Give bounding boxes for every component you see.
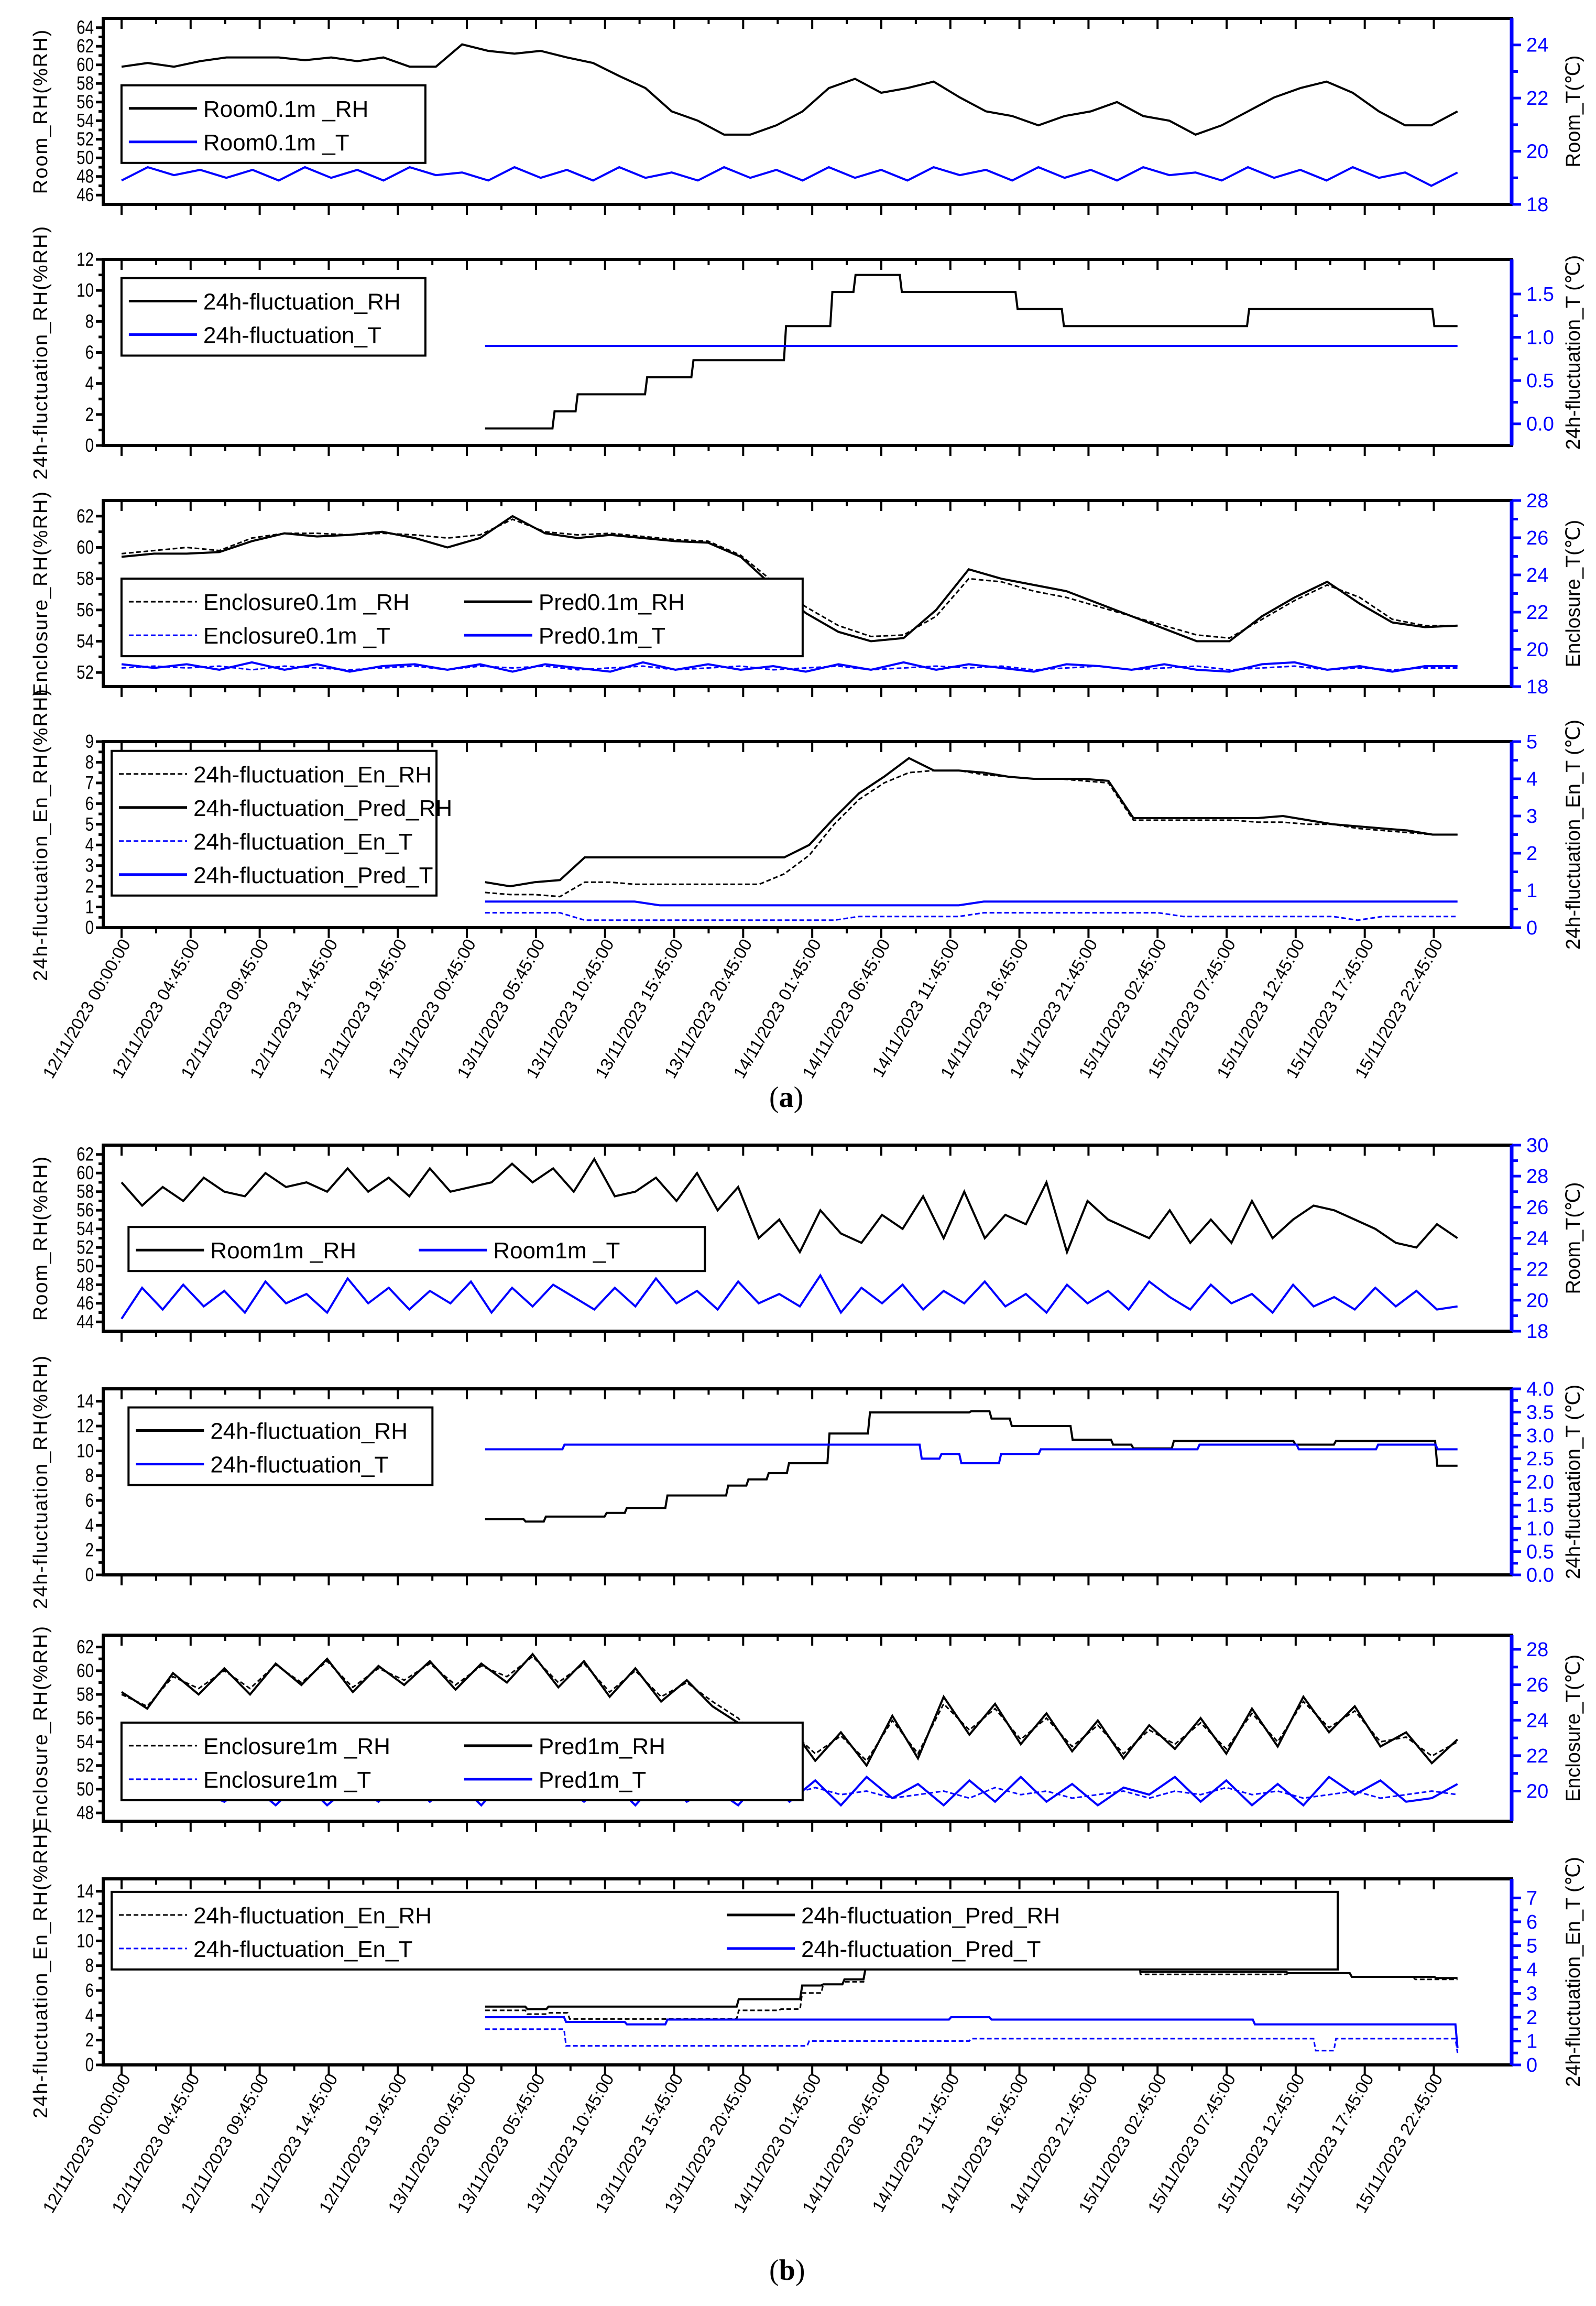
y2-tick-label: 2 [1526, 2006, 1538, 2029]
x-tick-label: 13/11/2023 05:45:00 [453, 936, 549, 1082]
y-tick-label: 12 [76, 1905, 94, 1927]
legend-label: 24h-fluctuation_RH [203, 289, 401, 315]
y2-tick-label: 0 [1526, 917, 1538, 939]
legend-label: Pred0.1m_RH [538, 590, 685, 616]
y-tick-label: 54 [76, 110, 94, 131]
x-tick-label: 14/11/2023 06:45:00 [798, 936, 894, 1082]
y2-tick-label: 6 [1526, 1911, 1538, 1933]
y-tick-label: 58 [76, 1683, 94, 1705]
y-tick-label: 2 [85, 1539, 94, 1561]
y-tick-label: 0 [85, 2054, 94, 2075]
legend-b1 [128, 1227, 705, 1271]
series-line [485, 1445, 1458, 1464]
y2-tick-label: 26 [1526, 1674, 1549, 1696]
y-tick-label: 3 [85, 854, 94, 876]
series-line [485, 758, 1458, 887]
y2-tick-label: 24 [1526, 564, 1549, 586]
x-tick-label: 13/11/2023 20:45:00 [660, 2070, 756, 2216]
y2-tick-label: 5 [1526, 1935, 1538, 1957]
legend-b4 [112, 1892, 1338, 1970]
y2-tick-label: 20 [1526, 639, 1549, 661]
x-tick-label: 15/11/2023 17:45:00 [1282, 936, 1378, 1082]
legend-label: Pred1m_RH [538, 1733, 665, 1759]
y2-tick-label: 18 [1526, 676, 1549, 698]
x-tick-label: 15/11/2023 22:45:00 [1351, 2070, 1447, 2216]
y2-tick-label: 3.5 [1526, 1401, 1554, 1424]
y-tick-label: 60 [76, 536, 94, 558]
y2-tick-label: 1 [1526, 2030, 1538, 2053]
y-tick-label: 6 [85, 341, 94, 363]
y-tick-label: 10 [76, 1440, 94, 1461]
caption-b: (b) [769, 2254, 805, 2287]
legend-label: 24h-fluctuation_RH [210, 1418, 408, 1444]
y2-tick-label: 1.0 [1526, 1518, 1554, 1540]
y2-tick-label: 2 [1526, 843, 1538, 865]
y2-axis-title: 24h-fluctuation_En_T (℃) [1562, 719, 1584, 950]
y-axis-title: 24h-fluctuation_RH(%RH) [30, 1354, 52, 1609]
y2-tick-label: 28 [1526, 490, 1549, 512]
legend-label: 24h-fluctuation_Pred_RH [193, 795, 453, 821]
x-tick-label: 12/11/2023 14:45:00 [246, 2070, 342, 2216]
x-tick-label: 15/11/2023 12:45:00 [1212, 2070, 1308, 2216]
y-axis-title: Enclosure_RH(%RH) [30, 1625, 52, 1831]
legend-label: 24h-fluctuation_T [203, 322, 381, 349]
legend-a1 [122, 85, 425, 163]
x-tick-label: 13/11/2023 15:45:00 [591, 2070, 687, 2216]
y2-tick-label: 24 [1526, 1227, 1549, 1250]
y2-tick-label: 0 [1526, 2054, 1538, 2076]
y2-tick-label: 2.0 [1526, 1471, 1554, 1494]
y2-tick-label: 4 [1526, 1959, 1538, 1981]
y-tick-label: 52 [76, 128, 94, 150]
x-axis-labels-a [39, 936, 1447, 1082]
y2-tick-label: 1 [1526, 880, 1538, 902]
legend-label: Room1m _RH [210, 1238, 357, 1264]
x-tick-label: 12/11/2023 09:45:00 [177, 936, 272, 1082]
x-tick-label: 14/11/2023 01:45:00 [729, 2070, 825, 2216]
legend-label: 24h-fluctuation_T [210, 1452, 389, 1478]
y-tick-label: 6 [85, 792, 94, 814]
y2-tick-label: 24 [1526, 1710, 1549, 1732]
x-tick-label: 15/11/2023 02:45:00 [1075, 936, 1171, 1082]
y2-tick-label: 22 [1526, 602, 1549, 624]
x-tick-label: 13/11/2023 10:45:00 [522, 2070, 618, 2216]
series-line [485, 901, 1458, 905]
series-line [485, 2029, 1458, 2053]
legend-label: Room0.1m _T [203, 129, 349, 156]
x-tick-label: 14/11/2023 06:45:00 [798, 2070, 894, 2216]
y-tick-label: 56 [76, 91, 94, 113]
x-tick-label: 12/11/2023 00:00:00 [38, 936, 135, 1082]
y2-tick-label: 3.0 [1526, 1424, 1554, 1447]
x-tick-label: 13/11/2023 15:45:00 [591, 936, 687, 1082]
series-line [485, 913, 1458, 920]
legend-a4 [112, 751, 452, 896]
y2-tick-label: 20 [1526, 1780, 1549, 1803]
y-tick-label: 4 [85, 1514, 94, 1536]
y2-tick-label: 24 [1526, 34, 1549, 57]
legend-label: Enclosure0.1m _T [203, 623, 390, 649]
y-tick-label: 8 [85, 751, 94, 773]
y-tick-label: 56 [76, 599, 94, 621]
y-tick-label: 12 [76, 248, 94, 270]
x-tick-label: 15/11/2023 02:45:00 [1075, 2070, 1171, 2216]
y-axis-title: Enclosure_RH(%RH) [30, 491, 52, 697]
y2-tick-label: 7 [1526, 1887, 1538, 1910]
y-tick-label: 8 [85, 1464, 94, 1486]
y-tick-label: 62 [76, 1636, 94, 1658]
y-tick-label: 4 [85, 834, 94, 855]
legend-label: 24h-fluctuation_En_T [193, 829, 413, 855]
y2-tick-label: 0.5 [1526, 1541, 1554, 1563]
y-tick-label: 4 [85, 372, 94, 394]
y-tick-label: 2 [85, 875, 94, 897]
panel-b2 [30, 1355, 1584, 1609]
legend-b3 [122, 1723, 803, 1800]
x-tick-label: 12/11/2023 19:45:00 [315, 936, 411, 1082]
y2-tick-label: 28 [1526, 1639, 1549, 1661]
y2-tick-label: 2.5 [1526, 1448, 1554, 1471]
x-tick-label: 12/11/2023 14:45:00 [246, 936, 342, 1082]
y-tick-label: 52 [76, 661, 94, 683]
x-tick-label: 14/11/2023 01:45:00 [729, 936, 825, 1082]
y2-tick-label: 1.5 [1526, 284, 1554, 306]
y2-tick-label: 18 [1526, 194, 1549, 216]
y-tick-label: 0 [85, 434, 94, 456]
y-tick-label: 54 [76, 1217, 94, 1239]
y-tick-label: 1 [85, 896, 94, 918]
y2-tick-label: 1.0 [1526, 327, 1554, 349]
panel-a2 [30, 225, 1584, 480]
y-tick-label: 64 [76, 16, 94, 38]
legend-label: 24h-fluctuation_En_RH [193, 1902, 432, 1929]
y2-tick-label: 3 [1526, 1983, 1538, 2005]
y-tick-label: 12 [76, 1415, 94, 1437]
x-tick-label: 15/11/2023 22:45:00 [1351, 936, 1447, 1082]
y2-tick-label: 4.0 [1526, 1378, 1554, 1400]
y-tick-label: 4 [85, 2004, 94, 2026]
y2-tick-label: 26 [1526, 1196, 1549, 1219]
y2-tick-label: 22 [1526, 1745, 1549, 1767]
x-tick-label: 15/11/2023 07:45:00 [1143, 2070, 1240, 2216]
y-tick-label: 58 [76, 72, 94, 94]
y-tick-label: 58 [76, 568, 94, 589]
y-tick-label: 56 [76, 1707, 94, 1728]
legend-label: Enclosure0.1m _RH [203, 590, 410, 616]
y-tick-label: 56 [76, 1199, 94, 1221]
y-tick-label: 6 [85, 1489, 94, 1511]
y2-axis-title: 24h-fluctuation_T (℃) [1562, 255, 1584, 450]
y2-tick-label: 20 [1526, 1289, 1549, 1312]
legend-label: Enclosure1m _RH [203, 1733, 390, 1759]
legend-label: Enclosure1m _T [203, 1767, 371, 1793]
y2-tick-label: 4 [1526, 768, 1538, 790]
legend-label: 24h-fluctuation_En_T [193, 1936, 413, 1962]
y-tick-label: 2 [85, 2029, 94, 2051]
y2-tick-label: 22 [1526, 88, 1549, 110]
panel-a3 [30, 490, 1584, 698]
legend-label: Pred0.1m_T [538, 623, 665, 649]
y-axis-title: 24h-fluctuation_RH(%RH) [30, 225, 52, 480]
y2-tick-label: 26 [1526, 527, 1549, 549]
legend-label: 24h-fluctuation_Pred_T [801, 1936, 1041, 1962]
y-tick-label: 50 [76, 147, 94, 168]
y2-axis-title: Room_T(℃) [1562, 1182, 1584, 1295]
series-line [122, 167, 1458, 186]
y-tick-label: 52 [76, 1236, 94, 1258]
y2-tick-label: 18 [1526, 1321, 1549, 1343]
series-line [485, 275, 1458, 429]
series-line [122, 1276, 1458, 1319]
y2-tick-label: 0.0 [1526, 1564, 1554, 1586]
y2-tick-label: 5 [1526, 731, 1538, 753]
legend-label: Room1m _T [493, 1238, 620, 1264]
y2-tick-label: 3 [1526, 806, 1538, 828]
y-tick-label: 7 [85, 772, 94, 793]
y2-tick-label: 30 [1526, 1135, 1549, 1157]
y2-tick-label: 20 [1526, 140, 1549, 163]
x-tick-label: 13/11/2023 00:45:00 [384, 936, 480, 1082]
caption-b-text: b [779, 2254, 795, 2287]
y2-tick-label: 0.5 [1526, 370, 1554, 393]
y-tick-label: 62 [76, 505, 94, 527]
legend-b2 [128, 1408, 432, 1485]
y2-axis-title: Enclosure_T(℃) [1562, 519, 1584, 668]
y-tick-label: 14 [76, 1390, 94, 1412]
panel-b1 [30, 1135, 1584, 1343]
y-tick-label: 46 [76, 1292, 94, 1314]
y-tick-label: 60 [76, 53, 94, 75]
y-tick-label: 62 [76, 1143, 94, 1165]
y-tick-label: 10 [76, 279, 94, 301]
y-tick-label: 46 [76, 184, 94, 205]
y-tick-label: 54 [76, 630, 94, 652]
y-tick-label: 14 [76, 1880, 94, 1902]
y-tick-label: 48 [76, 165, 94, 187]
y-tick-label: 50 [76, 1255, 94, 1277]
y2-axis-title: Room_T(℃) [1562, 55, 1584, 168]
y-tick-label: 9 [85, 731, 94, 752]
series-line [485, 770, 1458, 897]
legend-label: Pred1m_T [538, 1767, 647, 1793]
x-tick-label: 14/11/2023 11:45:00 [868, 936, 963, 1081]
y-tick-label: 54 [76, 1731, 94, 1753]
legend-a3 [122, 579, 803, 656]
y-tick-label: 8 [85, 1954, 94, 1976]
x-tick-label: 14/11/2023 16:45:00 [936, 936, 1032, 1082]
x-tick-label: 13/11/2023 00:45:00 [384, 2070, 480, 2216]
series-line [485, 1411, 1458, 1522]
legend-a2 [122, 278, 425, 356]
y-tick-label: 8 [85, 310, 94, 332]
y2-tick-label: 22 [1526, 1258, 1549, 1281]
x-tick-label: 14/11/2023 16:45:00 [936, 2070, 1032, 2216]
y-tick-label: 0 [85, 917, 94, 938]
x-tick-label: 14/11/2023 21:45:00 [1005, 2070, 1101, 2216]
x-tick-label: 12/11/2023 04:45:00 [107, 936, 203, 1082]
x-tick-label: 14/11/2023 21:45:00 [1005, 936, 1101, 1082]
y2-axis-title: 24h-fluctuation_T (℃) [1562, 1384, 1584, 1580]
y-tick-label: 10 [76, 1930, 94, 1951]
legend-label: Room0.1m _RH [203, 96, 369, 122]
x-tick-label: 12/11/2023 04:45:00 [107, 2070, 203, 2216]
y-tick-label: 60 [76, 1162, 94, 1183]
y2-tick-label: 0.0 [1526, 413, 1554, 436]
panel-a1 [30, 17, 1584, 216]
caption-a-text: a [779, 1081, 794, 1114]
series-line [485, 2017, 1458, 2048]
x-tick-label: 15/11/2023 17:45:00 [1282, 2070, 1378, 2216]
y-tick-label: 44 [76, 1311, 94, 1332]
y2-axis-title: Enclosure_T(℃) [1562, 1654, 1584, 1802]
y-tick-label: 48 [76, 1274, 94, 1295]
y-tick-label: 48 [76, 1802, 94, 1823]
y-axis-title: Room_RH(%RH) [30, 1155, 52, 1321]
series-line [122, 662, 1458, 672]
x-tick-label: 13/11/2023 05:45:00 [453, 2070, 549, 2216]
y2-tick-label: 1.5 [1526, 1494, 1554, 1517]
y-tick-label: 2 [85, 404, 94, 425]
x-tick-label: 13/11/2023 20:45:00 [660, 936, 756, 1082]
y-tick-label: 62 [76, 35, 94, 57]
y-tick-label: 6 [85, 1979, 94, 2001]
y-tick-label: 60 [76, 1660, 94, 1681]
panel-b3 [30, 1625, 1584, 1832]
x-axis-labels-b [39, 2070, 1447, 2216]
legend-label: 24h-fluctuation_En_RH [193, 762, 432, 788]
x-tick-label: 12/11/2023 19:45:00 [315, 2070, 411, 2216]
y2-tick-label: 28 [1526, 1166, 1549, 1188]
y-tick-label: 52 [76, 1754, 94, 1776]
x-tick-label: 13/11/2023 10:45:00 [522, 936, 618, 1082]
x-tick-label: 15/11/2023 07:45:00 [1143, 936, 1240, 1082]
x-tick-label: 14/11/2023 11:45:00 [868, 2070, 963, 2215]
legend-label: 24h-fluctuation_Pred_RH [801, 1902, 1061, 1929]
legend-label: 24h-fluctuation_Pred_T [193, 862, 433, 888]
y-axis-title: 24h-fluctuation_En_RH(%RH) [30, 688, 52, 981]
y-axis-title: 24h-fluctuation_En_RH(%RH) [30, 1825, 52, 2118]
y2-axis-title: 24h-fluctuation_En_T (℃) [1562, 1856, 1584, 2087]
x-tick-label: 12/11/2023 09:45:00 [177, 2070, 272, 2216]
x-tick-label: 12/11/2023 00:00:00 [38, 2070, 135, 2216]
y-tick-label: 58 [76, 1180, 94, 1202]
y-tick-label: 50 [76, 1778, 94, 1800]
y-tick-label: 0 [85, 1564, 94, 1585]
caption-a: (a) [769, 1081, 804, 1114]
x-tick-label: 15/11/2023 12:45:00 [1212, 936, 1308, 1082]
y-axis-title: Room_RH(%RH) [30, 28, 52, 194]
y-tick-label: 5 [85, 813, 94, 835]
